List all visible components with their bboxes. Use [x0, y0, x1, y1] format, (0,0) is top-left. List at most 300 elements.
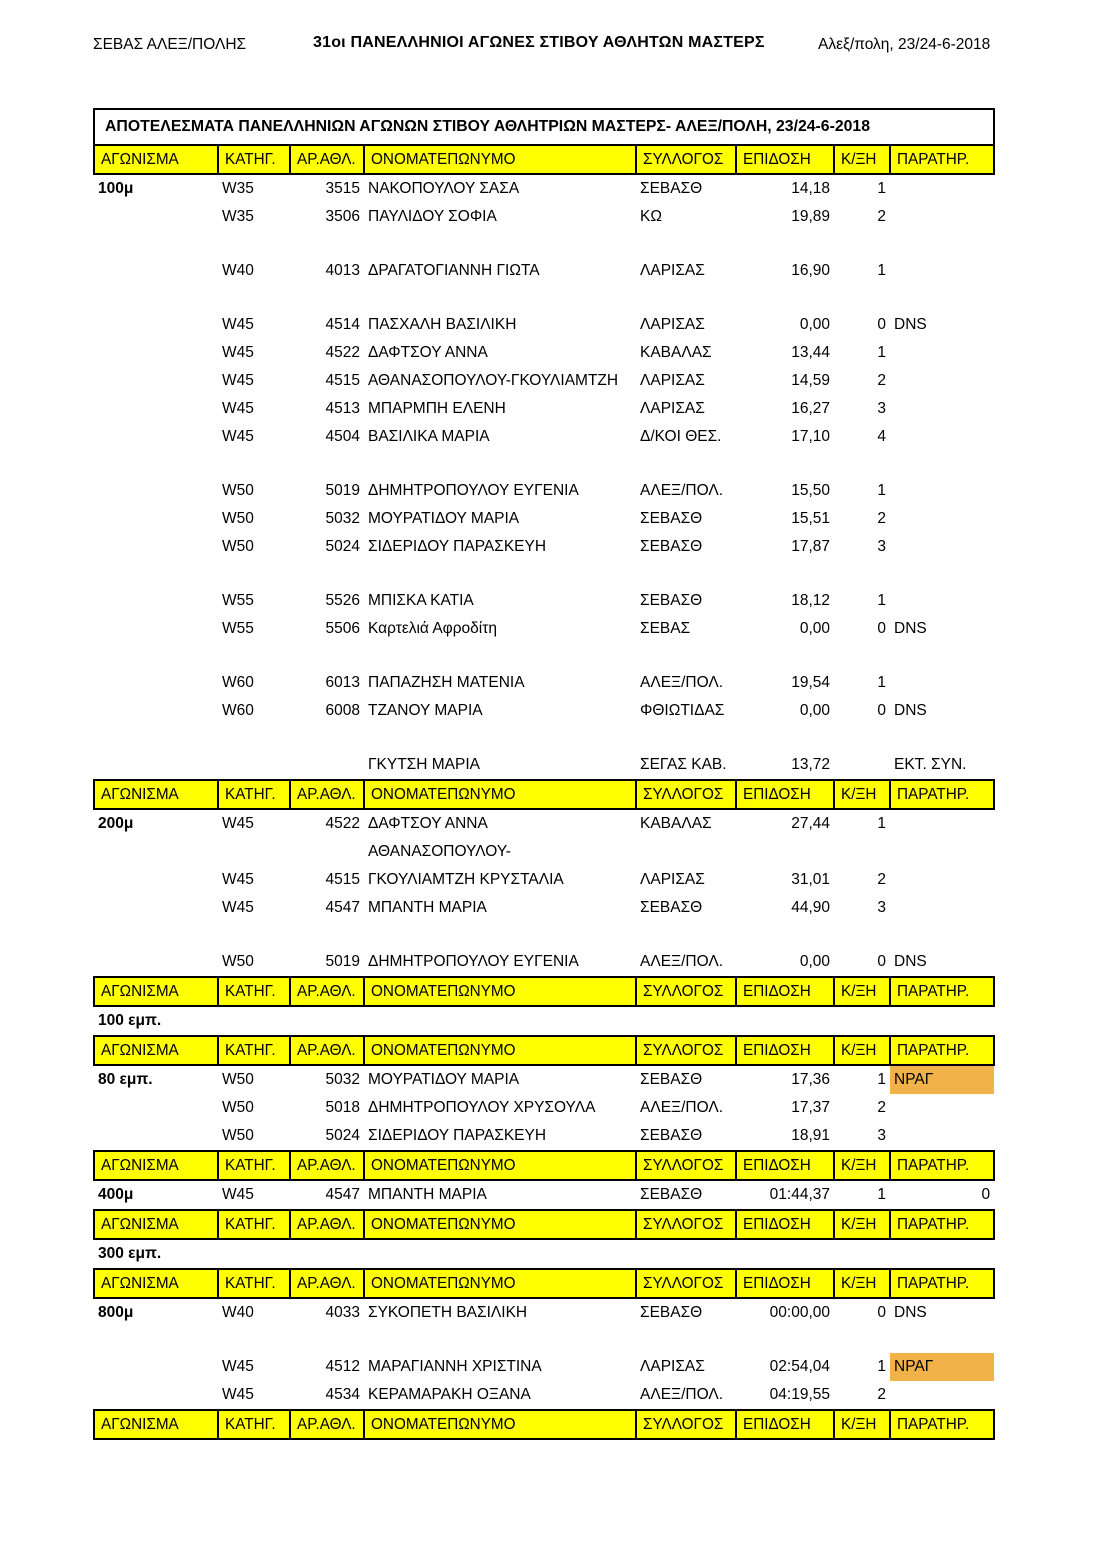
- col-header-name: ΟΝΟΜΑΤΕΠΩΝΥΜΟ: [364, 1151, 636, 1180]
- table-row: [94, 477, 994, 505]
- athlete-note: [890, 423, 994, 451]
- athlete-club: ΣΕΒΑΣΘ: [640, 1071, 703, 1088]
- athlete-note: ΝΡΑΓ: [890, 1065, 994, 1094]
- athlete-category: W45: [222, 871, 254, 888]
- col-header-rank: Κ/ΞΗ: [834, 977, 890, 1006]
- athlete-name: ΔΑΦΤΣΟΥ ΑΝΝΑ: [368, 815, 488, 832]
- col-header-perf: ΕΠΙΔΟΣΗ: [736, 1036, 834, 1065]
- athlete-category: W45: [222, 1386, 254, 1403]
- athlete-club: ΛΑΡΙΣΑΣ: [640, 316, 705, 333]
- athlete-rank: 1: [877, 592, 886, 609]
- athlete-club: ΚΩ: [640, 208, 662, 225]
- athlete-performance: 15,50: [791, 482, 830, 499]
- col-header-cat: ΚΑΤΗΓ.: [218, 1210, 290, 1239]
- athlete-club: ΣΕΒΑΣΘ: [640, 1304, 703, 1321]
- athlete-performance: 44,90: [791, 899, 830, 916]
- athlete-name: ΜΟΥΡΑΤΙΔΟΥ ΜΑΡΙΑ: [368, 1071, 520, 1088]
- athlete-club: ΣΕΓΑΣ ΚΑΒ.: [640, 756, 727, 773]
- col-header-note: ΠΑΡΑΤΗΡ.: [890, 780, 994, 809]
- table-row: [94, 1122, 994, 1151]
- athlete-rank: 1: [877, 674, 886, 691]
- athlete-number: 4504: [325, 428, 360, 445]
- table-row: [94, 395, 994, 423]
- table-row: [94, 311, 994, 339]
- table-row: [94, 1094, 994, 1122]
- athlete-category: W35: [222, 208, 254, 225]
- athlete-rank: 3: [877, 538, 886, 555]
- athlete-category: W40: [222, 1304, 254, 1321]
- athlete-category: W50: [222, 510, 254, 527]
- spacer-row: [94, 285, 994, 311]
- athlete-club: ΑΛΕΞ/ΠΟΛ.: [640, 1099, 724, 1116]
- col-header-club: ΣΥΛΛΟΓΟΣ: [636, 1210, 736, 1239]
- col-header-event: ΑΓΩΝΙΣΜΑ: [94, 1269, 218, 1298]
- col-header-rank: Κ/ΞΗ: [834, 1410, 890, 1439]
- col-header-cat: ΚΑΤΗΓ.: [218, 1269, 290, 1298]
- athlete-number: 4522: [325, 815, 360, 832]
- col-header-cat: ΚΑΤΗΓ.: [218, 977, 290, 1006]
- athlete-note: [890, 1094, 994, 1122]
- column-header-band-2: [94, 780, 994, 809]
- col-header-rank: Κ/ΞΗ: [834, 1269, 890, 1298]
- athlete-name: ΓΚΥΤΣΗ ΜΑΡΙΑ: [368, 756, 480, 773]
- athlete-category: W45: [222, 899, 254, 916]
- col-header-num: ΑΡ.ΑΘΛ.: [290, 145, 364, 174]
- athlete-rank: 1: [877, 1071, 886, 1088]
- athlete-number: 3515: [325, 180, 360, 197]
- athlete-performance: 17,87: [791, 538, 830, 555]
- athlete-rank: 3: [877, 899, 886, 916]
- athlete-note: DNS: [894, 1304, 927, 1321]
- athlete-club: ΣΕΒΑΣΘ: [640, 538, 703, 555]
- column-header-band-1: [94, 145, 994, 174]
- athlete-category: W55: [222, 592, 254, 609]
- athlete-performance: 15,51: [791, 510, 830, 527]
- table-row: [94, 751, 994, 780]
- athlete-number: 6008: [325, 702, 360, 719]
- athlete-note: [890, 894, 994, 922]
- athlete-name: ΝΑΚΟΠΟΥΛΟΥ ΣΑΣΑ: [368, 180, 520, 197]
- athlete-rank: 3: [877, 1127, 886, 1144]
- athlete-performance: 0,00: [799, 702, 830, 719]
- athlete-note: [890, 203, 994, 231]
- event-label: 800μ: [98, 1304, 134, 1321]
- athlete-club: ΛΑΡΙΣΑΣ: [640, 400, 705, 417]
- athlete-note: [890, 866, 994, 894]
- table-row: [94, 339, 994, 367]
- athlete-rank: 2: [877, 510, 886, 527]
- athlete-note: [890, 1122, 994, 1151]
- athlete-number: 5526: [325, 592, 360, 609]
- athlete-number: 4515: [325, 871, 360, 888]
- athlete-category: W60: [222, 702, 254, 719]
- athlete-note: ΕΚΤ. ΣΥΝ.: [894, 756, 967, 773]
- athlete-number: 4512: [325, 1358, 360, 1375]
- table-row: [94, 838, 994, 866]
- athlete-rank: 1: [877, 482, 886, 499]
- athlete-name: ΜΑΡΑΓΙΑΝΝΗ ΧΡΙΣΤΙΝΑ: [368, 1358, 542, 1375]
- col-header-name: ΟΝΟΜΑΤΕΠΩΝΥΜΟ: [364, 145, 636, 174]
- col-header-event: ΑΓΩΝΙΣΜΑ: [94, 780, 218, 809]
- event-label: 100μ: [98, 180, 134, 197]
- athlete-performance: 18,91: [791, 1127, 830, 1144]
- athlete-rank: 0: [877, 1304, 886, 1321]
- athlete-category: W45: [222, 372, 254, 389]
- col-header-note: ΠΑΡΑΤΗΡ.: [890, 977, 994, 1006]
- athlete-note: [890, 809, 994, 838]
- athlete-rank: 0: [877, 620, 886, 637]
- athlete-category: W35: [222, 180, 254, 197]
- column-header-band-8: [94, 1410, 994, 1439]
- results-table: [93, 108, 995, 1440]
- column-header-band-7: [94, 1269, 994, 1298]
- column-header-band-6: [94, 1210, 994, 1239]
- table-row: [94, 533, 994, 561]
- athlete-category: W60: [222, 674, 254, 691]
- col-header-name: ΟΝΟΜΑΤΕΠΩΝΥΜΟ: [364, 1210, 636, 1239]
- col-header-name: ΟΝΟΜΑΤΕΠΩΝΥΜΟ: [364, 1036, 636, 1065]
- athlete-number: 4547: [325, 1186, 360, 1203]
- athlete-category: W50: [222, 482, 254, 499]
- table-row: [94, 809, 994, 838]
- table-row: [94, 1353, 994, 1381]
- athlete-name: Καρτελιά Αφροδίτη: [368, 620, 497, 637]
- athlete-performance: 31,01: [791, 871, 830, 888]
- event-label: 100 εμπ.: [98, 1012, 162, 1029]
- athlete-name: ΠΑΠΑΖΗΣΗ ΜΑΤΕΝΙΑ: [368, 674, 525, 691]
- col-header-club: ΣΥΛΛΟΓΟΣ: [636, 780, 736, 809]
- athlete-rank: 2: [877, 208, 886, 225]
- athlete-club: ΑΛΕΞ/ΠΟΛ.: [640, 482, 724, 499]
- athlete-performance: 13,44: [791, 344, 830, 361]
- table-row: [94, 697, 994, 725]
- athlete-rank: 0: [877, 316, 886, 333]
- col-header-num: ΑΡ.ΑΘΛ.: [290, 1269, 364, 1298]
- athlete-club: ΦΘΙΩΤΙΔΑΣ: [640, 702, 725, 719]
- athlete-performance: 16,90: [791, 262, 830, 279]
- athlete-note: 0: [981, 1186, 991, 1203]
- athlete-number: 4513: [325, 400, 360, 417]
- athlete-number: 5032: [325, 510, 360, 527]
- col-header-event: ΑΓΩΝΙΣΜΑ: [94, 1210, 218, 1239]
- athlete-category: W50: [222, 1071, 254, 1088]
- athlete-club: ΣΕΒΑΣ: [640, 620, 691, 637]
- col-header-club: ΣΥΛΛΟΓΟΣ: [636, 1036, 736, 1065]
- table-row: [94, 1006, 994, 1036]
- col-header-perf: ΕΠΙΔΟΣΗ: [736, 780, 834, 809]
- athlete-note: DNS: [894, 702, 927, 719]
- athlete-rank: 1: [877, 1186, 886, 1203]
- col-header-perf: ΕΠΙΔΟΣΗ: [736, 977, 834, 1006]
- athlete-number: 5024: [325, 1127, 360, 1144]
- col-header-num: ΑΡ.ΑΘΛ.: [290, 977, 364, 1006]
- col-header-club: ΣΥΛΛΟΓΟΣ: [636, 1151, 736, 1180]
- athlete-note: [890, 395, 994, 423]
- col-header-event: ΑΓΩΝΙΣΜΑ: [94, 1151, 218, 1180]
- athlete-club: ΣΕΒΑΣΘ: [640, 899, 703, 916]
- athlete-note: [890, 669, 994, 697]
- col-header-num: ΑΡ.ΑΘΛ.: [290, 1210, 364, 1239]
- table-row: [94, 1381, 994, 1410]
- athlete-number: 4514: [325, 316, 360, 333]
- athlete-club: ΑΛΕΞ/ΠΟΛ.: [640, 953, 724, 970]
- event-label: 400μ: [98, 1186, 134, 1203]
- spacer-row: [94, 643, 994, 669]
- event-label: 80 εμπ.: [98, 1071, 153, 1088]
- athlete-rank: 2: [877, 871, 886, 888]
- athlete-club: ΚΑΒΑΛΑΣ: [640, 344, 712, 361]
- col-header-rank: Κ/ΞΗ: [834, 1036, 890, 1065]
- athlete-performance: 04:19,55: [769, 1386, 830, 1403]
- col-header-cat: ΚΑΤΗΓ.: [218, 1036, 290, 1065]
- athlete-performance: 14,18: [791, 180, 830, 197]
- col-header-num: ΑΡ.ΑΘΛ.: [290, 780, 364, 809]
- athlete-name: ΠΑΣΧΑΛΗ ΒΑΣΙΛΙΚΗ: [368, 316, 517, 333]
- athlete-performance: 18,12: [791, 592, 830, 609]
- athlete-rank: 4: [877, 428, 886, 445]
- athlete-category: W45: [222, 428, 254, 445]
- athlete-performance: 0,00: [799, 620, 830, 637]
- col-header-perf: ΕΠΙΔΟΣΗ: [736, 1210, 834, 1239]
- col-header-name: ΟΝΟΜΑΤΕΠΩΝΥΜΟ: [364, 780, 636, 809]
- athlete-number: 6013: [325, 674, 360, 691]
- col-header-name: ΟΝΟΜΑΤΕΠΩΝΥΜΟ: [364, 1410, 636, 1439]
- athlete-note: DNS: [894, 620, 927, 637]
- athlete-performance: 14,59: [791, 372, 830, 389]
- athlete-category: W55: [222, 620, 254, 637]
- athlete-rank: 0: [877, 702, 886, 719]
- header-organizer: ΣΕΒΑΣ ΑΛΕΞ/ΠΟΛΗΣ: [93, 36, 247, 53]
- athlete-rank: 2: [877, 372, 886, 389]
- athlete-note: [890, 533, 994, 561]
- athlete-name: ΜΟΥΡΑΤΙΔΟΥ ΜΑΡΙΑ: [368, 510, 520, 527]
- athlete-name: ΜΠΑΝΤΗ ΜΑΡΙΑ: [368, 1186, 487, 1203]
- athlete-club: ΛΑΡΙΣΑΣ: [640, 262, 705, 279]
- athlete-category: W45: [222, 316, 254, 333]
- col-header-rank: Κ/ΞΗ: [834, 1210, 890, 1239]
- athlete-category: W45: [222, 344, 254, 361]
- athlete-name: ΜΠΑΝΤΗ ΜΑΡΙΑ: [368, 899, 487, 916]
- athlete-club: ΣΕΒΑΣΘ: [640, 1186, 703, 1203]
- athlete-name: ΣΥΚΟΠΕΤΗ ΒΑΣΙΛΙΚΗ: [368, 1304, 528, 1321]
- athlete-name: ΑΘΑΝΑΣΟΠΟΥΛΟΥ-ΓΚΟΥΛΙΑΜΤΖΗ: [368, 372, 619, 389]
- athlete-number: 5019: [325, 482, 360, 499]
- athlete-rank: [834, 751, 890, 780]
- athlete-performance: 19,54: [791, 674, 830, 691]
- athlete-rank: 1: [877, 180, 886, 197]
- col-header-cat: ΚΑΤΗΓ.: [218, 780, 290, 809]
- athlete-performance: 17,36: [791, 1071, 830, 1088]
- spacer-row: [94, 922, 994, 948]
- athlete-club: ΚΑΒΑΛΑΣ: [640, 815, 712, 832]
- athlete-number: 4522: [325, 344, 360, 361]
- table-row: [94, 174, 994, 203]
- col-header-perf: ΕΠΙΔΟΣΗ: [736, 1269, 834, 1298]
- table-row: [94, 367, 994, 395]
- athlete-name: ΔΑΦΤΣΟΥ ΑΝΝΑ: [368, 344, 488, 361]
- athlete-name: ΔΗΜΗΤΡΟΠΟΥΛΟΥ ΕΥΓΕΝΙΑ: [368, 482, 579, 499]
- athlete-performance: 0,00: [799, 316, 830, 333]
- athlete-club: ΑΛΕΞ/ΠΟΛ.: [640, 674, 724, 691]
- table-row: [94, 1298, 994, 1327]
- athlete-note: [890, 339, 994, 367]
- col-header-note: ΠΑΡΑΤΗΡ.: [890, 1036, 994, 1065]
- athlete-name: ΓΚΟΥΛΙΑΜΤΖΗ ΚΡΥΣΤΑΛΙΑ: [368, 871, 564, 888]
- col-header-club: ΣΥΛΛΟΓΟΣ: [636, 977, 736, 1006]
- column-header-band-5: [94, 1151, 994, 1180]
- athlete-rank: 1: [877, 1358, 886, 1375]
- col-header-club: ΣΥΛΛΟΓΟΣ: [636, 1269, 736, 1298]
- table-row: [94, 1239, 994, 1269]
- athlete-note: DNS: [894, 953, 927, 970]
- table-row: [94, 203, 994, 231]
- athlete-name: ΠΑΥΛΙΔΟΥ ΣΟΦΙΑ: [368, 208, 497, 225]
- athlete-category: W45: [222, 1186, 254, 1203]
- athlete-name: ΜΠΙΣΚΑ ΚΑΤΙΑ: [368, 592, 474, 609]
- col-header-event: ΑΓΩΝΙΣΜΑ: [94, 1036, 218, 1065]
- athlete-category: W45: [222, 815, 254, 832]
- col-header-num: ΑΡ.ΑΘΛ.: [290, 1036, 364, 1065]
- col-header-rank: Κ/ΞΗ: [834, 145, 890, 174]
- col-header-cat: ΚΑΤΗΓ.: [218, 1151, 290, 1180]
- athlete-note: [890, 174, 994, 203]
- athlete-name: ΣΙΔΕΡΙΔΟΥ ΠΑΡΑΣΚΕΥΗ: [368, 1127, 547, 1144]
- athlete-number: 5506: [325, 620, 360, 637]
- athlete-name: ΣΙΔΕΡΙΔΟΥ ΠΑΡΑΣΚΕΥΗ: [368, 538, 547, 555]
- col-header-cat: ΚΑΤΗΓ.: [218, 1410, 290, 1439]
- athlete-rank: 1: [877, 262, 886, 279]
- athlete-performance: 0,00: [799, 953, 830, 970]
- athlete-name-continuation: ΑΘΑΝΑΣΟΠΟΥΛΟΥ-: [368, 843, 511, 860]
- col-header-num: ΑΡ.ΑΘΛ.: [290, 1410, 364, 1439]
- col-header-perf: ΕΠΙΔΟΣΗ: [736, 1410, 834, 1439]
- athlete-club: ΣΕΒΑΣΘ: [640, 1127, 703, 1144]
- spacer-row: [94, 451, 994, 477]
- athlete-note: [890, 367, 994, 395]
- athlete-club: ΛΑΡΙΣΑΣ: [640, 372, 705, 389]
- col-header-name: ΟΝΟΜΑΤΕΠΩΝΥΜΟ: [364, 977, 636, 1006]
- col-header-num: ΑΡ.ΑΘΛ.: [290, 1151, 364, 1180]
- athlete-note: ΝΡΑΓ: [890, 1353, 994, 1381]
- table-row: [94, 615, 994, 643]
- athlete-club: ΣΕΒΑΣΘ: [640, 510, 703, 527]
- event-label: 200μ: [98, 815, 134, 832]
- athlete-category: W45: [222, 1358, 254, 1375]
- athlete-rank: 2: [877, 1386, 886, 1403]
- column-header-band-3: [94, 977, 994, 1006]
- athlete-note: [890, 1381, 994, 1410]
- col-header-event: ΑΓΩΝΙΣΜΑ: [94, 977, 218, 1006]
- athlete-rank: 1: [877, 815, 886, 832]
- table-row: [94, 505, 994, 533]
- athlete-rank: 2: [877, 1099, 886, 1116]
- athlete-performance: 17,37: [791, 1099, 830, 1116]
- header-date-location: Αλεξ/πολη, 23/24-6-2018: [818, 36, 991, 53]
- athlete-note: [890, 477, 994, 505]
- results-table-wrapper: [93, 108, 993, 1440]
- table-row: [94, 948, 994, 977]
- athlete-performance: 02:54,04: [769, 1358, 830, 1375]
- athlete-number: 5018: [325, 1099, 360, 1116]
- athlete-performance: 17,10: [791, 428, 830, 445]
- event-label: 300 εμπ.: [98, 1245, 162, 1262]
- athlete-performance: 16,27: [791, 400, 830, 417]
- header-title: 31οι ΠΑΝΕΛΛΗΝΙΟΙ ΑΓΩΝΕΣ ΣΤΙΒΟΥ ΑΘΛΗΤΩΝ ΜΑΣΤΕΡΣ: [313, 34, 765, 51]
- athlete-club: Δ/ΚΟΙ ΘΕΣ.: [640, 428, 722, 445]
- athlete-note: [890, 257, 994, 285]
- table-title-row: [94, 109, 994, 145]
- col-header-note: ΠΑΡΑΤΗΡ.: [890, 145, 994, 174]
- athlete-category: W50: [222, 953, 254, 970]
- table-row: [94, 423, 994, 451]
- athlete-category: W50: [222, 1127, 254, 1144]
- athlete-number: 5024: [325, 538, 360, 555]
- col-header-club: ΣΥΛΛΟΓΟΣ: [636, 1410, 736, 1439]
- athlete-note: DNS: [894, 316, 927, 333]
- athlete-name: ΒΑΣΙΛΙΚΑ ΜΑΡΙΑ: [368, 428, 490, 445]
- athlete-number: 5019: [325, 953, 360, 970]
- athlete-name: ΤΖΑΝΟΥ ΜΑΡΙΑ: [368, 702, 483, 719]
- col-header-club: ΣΥΛΛΟΓΟΣ: [636, 145, 736, 174]
- athlete-number: 4033: [325, 1304, 360, 1321]
- spacer-row: [94, 561, 994, 587]
- athlete-name: ΔΡΑΓΑΤΟΓΙΑΝΝΗ ΓΙΩΤΑ: [368, 262, 540, 279]
- document-header: [0, 32, 1116, 62]
- col-header-rank: Κ/ΞΗ: [834, 1151, 890, 1180]
- athlete-number: 3506: [325, 208, 360, 225]
- table-row: [94, 1065, 994, 1094]
- col-header-note: ΠΑΡΑΤΗΡ.: [890, 1269, 994, 1298]
- athlete-name: ΚΕΡΑΜΑΡΑΚΗ ΟΞΑΝΑ: [368, 1386, 531, 1403]
- col-header-event: ΑΓΩΝΙΣΜΑ: [94, 1410, 218, 1439]
- athlete-number: 4547: [325, 899, 360, 916]
- col-header-name: ΟΝΟΜΑΤΕΠΩΝΥΜΟ: [364, 1269, 636, 1298]
- col-header-note: ΠΑΡΑΤΗΡ.: [890, 1410, 994, 1439]
- athlete-name: ΔΗΜΗΤΡΟΠΟΥΛΟΥ ΕΥΓΕΝΙΑ: [368, 953, 579, 970]
- col-header-event: ΑΓΩΝΙΣΜΑ: [94, 145, 218, 174]
- athlete-club: ΣΕΒΑΣΘ: [640, 180, 703, 197]
- athlete-category: W50: [222, 1099, 254, 1116]
- col-header-cat: ΚΑΤΗΓ.: [218, 145, 290, 174]
- athlete-performance: 00:00,00: [769, 1304, 830, 1321]
- athlete-club: ΑΛΕΞ/ΠΟΛ.: [640, 1386, 724, 1403]
- athlete-performance: 01:44,37: [769, 1186, 830, 1203]
- col-header-rank: Κ/ΞΗ: [834, 780, 890, 809]
- spacer-row: [94, 1327, 994, 1353]
- athlete-rank: 0: [877, 953, 886, 970]
- table-row: [94, 894, 994, 922]
- athlete-note: [890, 587, 994, 615]
- athlete-performance: 13,72: [791, 756, 830, 773]
- athlete-name: ΜΠΑΡΜΠΗ ΕΛΕΝΗ: [368, 400, 506, 417]
- athlete-club: ΛΑΡΙΣΑΣ: [640, 1358, 705, 1375]
- athlete-category: W40: [222, 262, 254, 279]
- athlete-club: ΛΑΡΙΣΑΣ: [640, 871, 705, 888]
- column-header-band-4: [94, 1036, 994, 1065]
- col-header-perf: ΕΠΙΔΟΣΗ: [736, 145, 834, 174]
- table-row: [94, 669, 994, 697]
- athlete-club: ΣΕΒΑΣΘ: [640, 592, 703, 609]
- athlete-note: [890, 505, 994, 533]
- athlete-performance: 19,89: [791, 208, 830, 225]
- table-row: [94, 587, 994, 615]
- spacer-row: [94, 725, 994, 751]
- athlete-number: 4534: [325, 1386, 360, 1403]
- athlete-category: W45: [222, 400, 254, 417]
- table-row: [94, 257, 994, 285]
- athlete-number: 4013: [325, 262, 360, 279]
- table-row: [94, 1180, 994, 1210]
